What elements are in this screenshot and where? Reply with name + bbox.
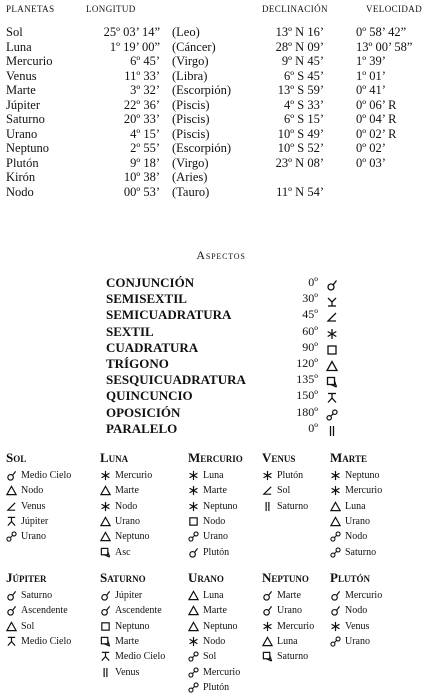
group-aspect-item: [188, 588, 224, 603]
group-aspect-label: Saturno: [21, 590, 53, 601]
group-aspect-item: [100, 634, 139, 649]
aspect-name: PARALELO: [106, 420, 178, 436]
aspect-degrees: 90º: [302, 339, 318, 354]
planet-speed: 1º 39’: [356, 54, 386, 68]
planet-longitude: 25º 03’ 14”: [103, 25, 160, 39]
group-aspect-item: [330, 529, 367, 544]
planet-declination: 10º S 52’: [277, 141, 324, 155]
group-aspect-label: Sol: [203, 651, 217, 663]
planet-name: Mercurio: [6, 54, 53, 68]
group-aspect-label: Ascendente: [21, 605, 68, 617]
group-aspect-item: [330, 603, 367, 618]
aspect-name: SEMICUADRATURA: [106, 307, 232, 323]
group-aspect-item: [330, 483, 382, 498]
group-aspect-item: [100, 603, 162, 618]
trine-icon: [100, 516, 111, 527]
group-aspect-item: [6, 634, 71, 649]
planet-speed: 0º 02’ R: [356, 126, 397, 141]
group-aspect-label: Plutón: [203, 681, 230, 693]
opposition-icon: [188, 667, 199, 678]
trine-icon: [100, 485, 111, 496]
semisquare-icon: [262, 485, 273, 496]
group-aspect-label: Plutón: [277, 470, 304, 481]
group-aspect-item: [100, 588, 142, 603]
group-aspect-label: Marte: [115, 635, 139, 647]
planet-longitude: 22º 36’: [123, 97, 160, 112]
group-aspect-item: [100, 483, 139, 498]
trine-icon: [262, 636, 273, 647]
group-aspect-label: Luna: [277, 635, 298, 647]
group-title: Júpiter: [6, 570, 47, 585]
conjunction-icon: [262, 590, 273, 601]
group-aspect-label: Neptuno: [115, 620, 150, 632]
planet-name: Júpiter: [6, 97, 41, 112]
opposition-icon: [330, 531, 341, 542]
trine-icon: [330, 516, 341, 527]
header-declination: DECLINACIÓN: [262, 4, 328, 14]
group-aspect-label: Luna: [203, 470, 224, 481]
group-aspect-item: [6, 619, 34, 634]
planet-sign: (Piscis): [172, 126, 210, 141]
header-speed: VELOCIDAD: [366, 4, 423, 14]
group-aspect-item: [330, 468, 379, 483]
group-aspect-item: [6, 483, 43, 498]
planet-speed: 0º 58’ 42”: [356, 25, 407, 39]
group-aspect-item: [100, 545, 131, 560]
conjunction-icon: [188, 547, 199, 558]
group-aspect-label: Luna: [345, 500, 366, 512]
trine-icon: [6, 485, 17, 496]
group-aspect-item: [188, 649, 216, 664]
planet-longitude: 20º 33’: [123, 112, 160, 126]
aspect-name: TRÍGONO: [106, 356, 169, 371]
planet-sign: (Virgo): [172, 54, 209, 68]
aspect-degrees: 60º: [302, 323, 318, 338]
aspect-degrees: 180º: [296, 404, 318, 419]
planet-name: Kirón: [6, 170, 36, 184]
group-title: Neptuno: [262, 570, 309, 585]
planet-declination: 28º N 09’: [275, 39, 324, 54]
group-aspect-label: Mercurio: [345, 485, 383, 497]
group-title: Saturno: [100, 570, 146, 585]
planet-sign: (Virgo): [172, 155, 209, 170]
planet-longitude: 1º 19’ 00”: [109, 39, 160, 54]
group-aspect-label: Saturno: [277, 500, 309, 512]
planet-declination: 23º N 08’: [275, 155, 324, 170]
group-aspect-item: [6, 588, 52, 603]
planet-declination: 10º S 49’: [277, 126, 324, 141]
opposition-icon: [6, 531, 17, 542]
group-aspect-item: [100, 649, 165, 664]
group-aspect-label: Urano: [345, 515, 370, 527]
sextile-icon: [330, 485, 341, 496]
group-aspect-label: Mercurio: [277, 620, 315, 632]
planet-longitude: 00º 53’: [123, 184, 160, 199]
sextile-icon: [100, 501, 111, 512]
group-aspect-label: Medio Cielo: [115, 651, 166, 663]
trine-icon: [326, 360, 338, 372]
group-aspect-item: [262, 483, 290, 498]
group-aspect-label: Medio Cielo: [21, 470, 72, 481]
group-aspect-label: Plutón: [203, 546, 230, 558]
group-aspect-item: [188, 529, 228, 544]
trine-icon: [188, 621, 199, 632]
planet-name: Nodo: [6, 184, 34, 199]
sextile-icon: [188, 501, 199, 512]
planet-sign: (Piscis): [172, 97, 210, 112]
sextile-icon: [262, 470, 273, 481]
group-aspect-item: [6, 468, 71, 483]
group-aspect-label: Neptuno: [345, 470, 380, 481]
group-aspect-item: [262, 649, 308, 664]
sextile-icon: [262, 621, 273, 632]
group-aspect-label: Mercurio: [203, 666, 241, 678]
trine-icon: [6, 621, 17, 632]
group-title: Sol: [6, 450, 27, 465]
group-aspect-label: Medio Cielo: [21, 635, 72, 647]
conjunction-icon: [330, 605, 341, 616]
group-aspect-label: Júpiter: [21, 515, 49, 527]
aspect-degrees: 150º: [296, 388, 318, 403]
group-aspect-item: [188, 603, 227, 618]
trine-icon: [330, 501, 341, 512]
quincunx-icon: [6, 516, 17, 527]
square-icon: [100, 621, 111, 632]
group-aspect-item: [262, 499, 308, 514]
planet-sign: (Escorpión): [172, 141, 232, 155]
group-aspect-item: [100, 619, 149, 634]
planet-sign: (Cáncer): [172, 39, 216, 54]
planet-name: Venus: [6, 68, 37, 83]
planet-speed: 0º 02’: [356, 141, 386, 155]
group-aspect-item: [188, 634, 225, 649]
group-title: Venus: [262, 450, 296, 465]
aspect-degrees: 45º: [302, 307, 318, 322]
group-aspect-item: [262, 634, 298, 649]
group-aspect-label: Luna: [203, 590, 224, 601]
group-aspect-item: [188, 499, 237, 514]
group-aspect-label: Nodo: [345, 531, 368, 543]
aspect-name: CONJUNCIÓN: [106, 275, 195, 290]
quincunx-icon: [100, 651, 111, 662]
sextile-icon: [326, 328, 338, 340]
group-aspect-label: Sol: [277, 485, 291, 497]
group-aspect-item: [6, 514, 48, 529]
planet-longitude: 11º 33’: [124, 68, 160, 83]
planet-name: Sol: [6, 25, 23, 39]
group-aspect-label: Saturno: [277, 651, 309, 663]
parallel-icon: [100, 667, 111, 678]
sextile-icon: [330, 470, 341, 481]
planet-speed: 0º 41’: [356, 83, 386, 97]
group-aspect-label: Mercurio: [115, 470, 153, 481]
group-aspect-item: [262, 619, 314, 634]
semisextile-icon: [326, 295, 338, 307]
planet-longitude: 3º 32’: [130, 83, 160, 97]
group-aspect-label: Nodo: [203, 635, 226, 647]
group-aspect-item: [262, 468, 303, 483]
semisquare-icon: [326, 311, 338, 323]
sextile-icon: [330, 621, 341, 632]
planet-name: Neptuno: [6, 141, 50, 155]
group-aspect-label: Marte: [277, 590, 301, 601]
planet-declination: 6º S 15’: [284, 112, 324, 126]
group-aspect-label: Ascendente: [115, 605, 162, 617]
group-aspect-label: Nodo: [21, 485, 44, 497]
group-aspect-label: Urano: [277, 605, 302, 617]
group-aspect-label: Neptuno: [203, 620, 238, 632]
group-aspect-item: [100, 514, 140, 529]
group-aspect-item: [262, 588, 301, 603]
conjunction-icon: [262, 605, 273, 616]
group-aspect-label: Urano: [345, 635, 370, 647]
planet-declination: 11º N 54’: [276, 184, 324, 199]
conjunction-icon: [326, 279, 338, 291]
trine-icon: [100, 531, 111, 542]
group-aspect-item: [330, 588, 382, 603]
aspect-degrees: 30º: [302, 291, 318, 306]
planet-sign: (Tauro): [172, 184, 210, 199]
square-icon: [188, 516, 199, 527]
group-aspect-item: [100, 468, 152, 483]
aspect-name: QUINCUNCIO: [106, 388, 193, 404]
group-aspect-label: Asc: [115, 546, 131, 558]
conjunction-icon: [6, 470, 17, 481]
group-aspect-label: Marte: [203, 485, 227, 497]
semisquare-icon: [6, 501, 17, 512]
conjunction-icon: [330, 590, 341, 601]
sesquisquare-icon: [326, 376, 338, 388]
header-longitude: LONGITUD: [86, 4, 136, 14]
planet-declination: 4º S 33’: [284, 97, 324, 112]
aspect-name: CUADRATURA: [106, 339, 199, 355]
group-aspect-label: Neptuno: [203, 500, 238, 512]
group-title: Marte: [330, 450, 367, 465]
group-aspect-label: Saturno: [345, 546, 377, 558]
group-aspect-item: [6, 499, 45, 514]
aspect-degrees: 120º: [296, 356, 318, 370]
opposition-icon: [326, 409, 338, 421]
group-aspect-label: Nodo: [203, 515, 226, 527]
sextile-icon: [188, 470, 199, 481]
group-aspect-label: Sol: [21, 620, 35, 632]
group-aspect-label: Venus: [115, 666, 140, 678]
group-aspect-item: [100, 499, 137, 514]
quincunx-icon: [326, 392, 338, 404]
sextile-icon: [188, 485, 199, 496]
group-aspect-item: [188, 665, 240, 680]
group-aspect-item: [330, 499, 366, 514]
group-aspect-item: [188, 468, 224, 483]
group-aspect-label: Nodo: [115, 500, 138, 512]
aspect-name: OPOSICIÓN: [106, 404, 181, 420]
planet-declination: 9º N 45’: [281, 54, 324, 68]
planet-name: Plutón: [6, 155, 39, 170]
planet-speed: 0º 04’ R: [356, 112, 397, 126]
planet-name: Marte: [6, 83, 36, 97]
sesquisquare-icon: [100, 547, 111, 558]
group-aspect-label: Venus: [345, 620, 370, 632]
group-aspect-item: [6, 603, 68, 618]
planet-sign: (Libra): [172, 68, 208, 83]
group-title: Urano: [188, 570, 224, 585]
planet-sign: (Escorpión): [172, 83, 232, 97]
parallel-icon: [326, 425, 338, 437]
sesquisquare-icon: [262, 651, 273, 662]
sextile-icon: [100, 470, 111, 481]
group-aspect-item: [100, 529, 149, 544]
aspect-degrees: 0º: [308, 420, 318, 435]
sextile-icon: [188, 636, 199, 647]
aspects-title: Aspectos: [196, 248, 246, 262]
opposition-icon: [330, 636, 341, 647]
opposition-icon: [188, 682, 199, 693]
group-aspect-item: [330, 619, 369, 634]
header-planets: PLANETAS: [6, 4, 55, 14]
aspect-degrees: 135º: [296, 372, 318, 387]
group-aspect-label: Júpiter: [115, 590, 143, 601]
group-title: Luna: [100, 450, 129, 465]
group-aspect-label: Mercurio: [345, 590, 383, 601]
group-aspect-item: [188, 483, 227, 498]
planet-declination: 6º S 45’: [284, 68, 324, 83]
planet-name: Urano: [6, 126, 38, 141]
planet-longitude: 10º 38’: [123, 170, 160, 184]
group-aspect-item: [188, 545, 229, 560]
planet-speed: 0º 03’: [356, 155, 386, 170]
trine-icon: [188, 605, 199, 616]
planet-speed: 13º 00’ 58”: [356, 39, 413, 54]
group-aspect-item: [262, 603, 302, 618]
group-aspect-item: [330, 634, 370, 649]
group-title: Plutón: [330, 570, 370, 585]
opposition-icon: [188, 651, 199, 662]
planet-longitude: 2º 55’: [130, 141, 160, 155]
group-aspect-label: Marte: [203, 605, 227, 617]
planet-name: Saturno: [6, 112, 45, 126]
planet-speed: 0º 06’ R: [356, 97, 397, 112]
aspect-name: SEXTIL: [106, 323, 154, 339]
parallel-icon: [262, 501, 273, 512]
planet-longitude: 9º 18’: [130, 155, 160, 170]
planet-name: Luna: [6, 39, 32, 54]
group-title: Mercurio: [188, 450, 243, 465]
group-aspect-label: Marte: [115, 485, 139, 497]
planet-longitude: 6º 45’: [130, 54, 160, 68]
group-aspect-item: [188, 680, 229, 695]
group-aspect-item: [188, 514, 225, 529]
planet-longitude: 4º 15’: [130, 126, 160, 141]
group-aspect-label: Urano: [21, 531, 46, 543]
aspect-name: SESQUICUADRATURA: [106, 372, 246, 388]
group-aspect-label: Venus: [21, 500, 46, 512]
conjunction-icon: [100, 590, 111, 601]
group-aspect-label: Nodo: [345, 605, 368, 617]
planet-declination: 13º S 59’: [277, 83, 324, 97]
planet-speed: 1º 01’: [356, 68, 386, 83]
planet-sign: (Leo): [172, 25, 200, 39]
conjunction-icon: [6, 605, 17, 616]
opposition-icon: [188, 531, 199, 542]
square-icon: [326, 344, 338, 356]
conjunction-icon: [6, 590, 17, 601]
trine-icon: [188, 590, 199, 601]
group-aspect-label: Neptuno: [115, 531, 150, 543]
group-aspect-label: Urano: [203, 531, 228, 543]
planet-sign: (Piscis): [172, 112, 210, 126]
sesquisquare-icon: [100, 636, 111, 647]
conjunction-icon: [100, 605, 111, 616]
group-aspect-item: [100, 665, 139, 680]
group-aspect-label: Urano: [115, 515, 140, 527]
quincunx-icon: [6, 636, 17, 647]
planet-sign: (Aries): [172, 170, 208, 184]
aspect-degrees: 0º: [308, 275, 318, 289]
group-aspect-item: [330, 514, 370, 529]
opposition-icon: [330, 547, 341, 558]
planet-declination: 13º N 16’: [275, 25, 324, 39]
aspect-name: SEMISEXTIL: [106, 291, 187, 307]
group-aspect-item: [188, 619, 237, 634]
group-aspect-item: [330, 545, 376, 560]
group-aspect-item: [6, 529, 46, 544]
